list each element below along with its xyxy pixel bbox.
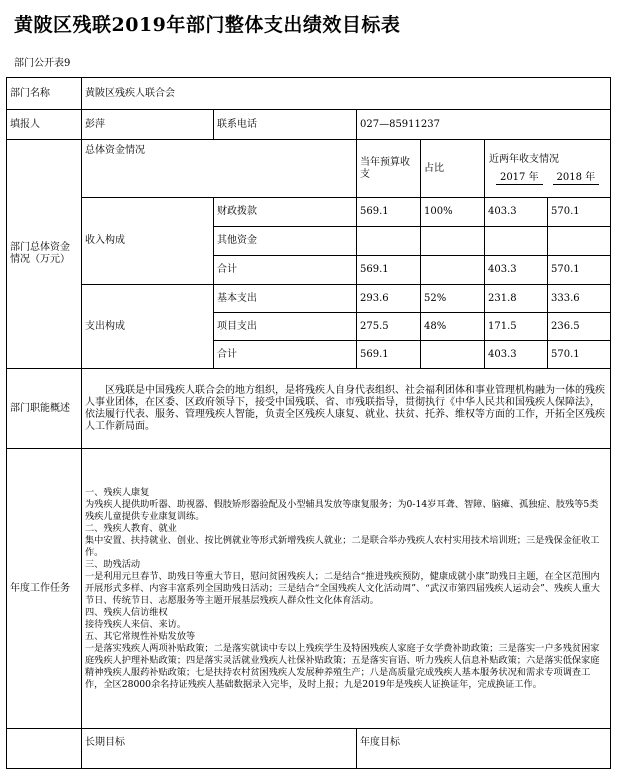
expense-row-name: 项目支出 [214,313,357,341]
work-line: 二、残疾人教育、就业 [85,522,177,534]
income-row-2017: 403.3 [485,198,548,227]
expense-label: 支出构成 [82,285,214,369]
income-row-2018: 570.1 [548,198,611,227]
form-number: 部门公开表9 [14,58,71,69]
work-line: 一是落实残疾人两项补贴政策；二是落实就读中专以上残疾学生及特困残疾人家庭子女学费补助政策；三是落实一户多残贫困家庭残疾人护理补贴政策；四是落实灵活就业残疾人社保补贴政策；五是落实盲语、听力残疾人信息补贴政策；六是落实低保家庭精神残疾人服药补贴政策；七是扶持农村贫困残疾人发展种养殖生产；八是高质量完成残疾人基本服务状况和需求专项调查工作，全区28000余名持证残疾人基础数据录入完毕，及时上报；九是2019年是残疾人证换证年，完成换证工作。 [85,642,600,690]
recent-header: 近两年收支情况 [489,154,559,165]
expense-row-2017: 171.5 [485,313,548,341]
expense-row-name: 基本支出 [214,285,357,313]
overall-funds-label: 总体资金情况 [82,140,357,198]
phone-value: 027—85911237 [357,110,611,140]
performance-table [6,77,611,769]
work-line: 四、残疾人信访维权 [85,606,168,618]
work-label: 年度工作任务 [7,449,82,729]
expense-row-ratio: 52% [421,285,485,313]
work-line: 五、其它常规性补贴发放等 [85,630,196,642]
expense-total-name: 合计 [214,341,357,369]
expense-row-budget: 293.6 [357,285,421,313]
income-row-budget: 569.1 [357,198,421,227]
phone-label: 联系电话 [214,110,357,140]
income-row-2018 [548,227,611,256]
income-row-ratio [421,227,485,256]
expense-row-2018: 333.6 [548,285,611,313]
page-title: 黄陂区残联2019年部门整体支出绩效目标表 [14,14,401,36]
dept-name-value: 黄陂区残疾人联合会 [82,78,611,110]
annual-goal-header: 年度目标 [357,729,611,769]
filler-label: 填报人 [7,110,82,140]
work-line: 为残疾人提供助听器、助视器、假肢矫形器验配及小型辅具发放等康复服务；为0-14岁耳聋、智障、脑瘫、孤独症、肢残等5类残疾儿童提供专业康复训练。 [85,498,599,522]
income-total-ratio [421,256,485,285]
income-total-name: 合计 [214,256,357,285]
ratio-header: 占比 [421,140,485,198]
year-2017-header: 2017 年 [496,172,543,185]
filler-value: 彭萍 [82,110,214,140]
income-row-budget [357,227,421,256]
expense-total-budget: 569.1 [357,341,421,369]
income-row-name: 其他资金 [214,227,357,256]
income-row-name: 财政拨款 [214,198,357,227]
long-term-goal-header: 长期目标 [82,729,357,769]
dept-name-label: 部门名称 [7,78,82,110]
work-line: 三、助残活动 [85,558,141,570]
income-total-2017: 403.3 [485,256,548,285]
work-line: 集中安置、扶持就业、创业、按比例就业等形式新增残疾人就业；二是联合举办残疾人农村实用技术培训班；三是残保金征收工作。 [85,534,600,558]
expense-row-ratio: 48% [421,313,485,341]
expense-row-2018: 236.5 [548,313,611,341]
funds-section-label: 部门总体资金 情况（万元） [7,140,82,369]
work-line: 一、残疾人康复 [85,486,150,498]
duty-text: 区残联是中国残疾人联合会的地方组织，是将残疾人自身代表组织、社会福利团体和事业管理机构融为一体的残疾人事业团体，在区委、区政府领导下，接受中国残联、省、市残联指导，贯彻执行《中华人民共和国残疾人保障法》，依法履行代表、服务、管理残疾人智能，负责全区残疾人康复、就业、扶贫、托养、维权等方面的工作，开拓全区残疾人工作新局面。 [82,369,611,449]
work-line: 一是利用元旦春节、助残日等重大节日，慰问贫困残疾人；二是结合“推进残疾预防，健康成就小康”助残日主题，在全区范围内开展形式多样、内容丰富系列全国助残日活动；三是结合“全国残疾人文化活动周”、“武汉市第四届残疾人运动会”、残疾人重大节日、传统节日、志愿服务等主题开展基层残疾人群众性文化体育活动。 [85,570,600,606]
income-row-2017 [485,227,548,256]
expense-total-2017: 403.3 [485,341,548,369]
duty-label: 部门职能概述 [7,369,82,449]
year-2018-header: 2018 年 [553,172,600,185]
budget-header: 当年预算收支 [357,140,421,198]
work-line: 接待残疾人来信、来访。 [85,618,187,630]
income-total-budget: 569.1 [357,256,421,285]
income-row-ratio: 100% [421,198,485,227]
expense-total-ratio [421,341,485,369]
expense-row-budget: 275.5 [357,313,421,341]
income-label: 收入构成 [82,198,214,285]
expense-row-2017: 231.8 [485,285,548,313]
expense-total-2018: 570.1 [548,341,611,369]
income-total-2018: 570.1 [548,256,611,285]
work-text [82,449,611,729]
